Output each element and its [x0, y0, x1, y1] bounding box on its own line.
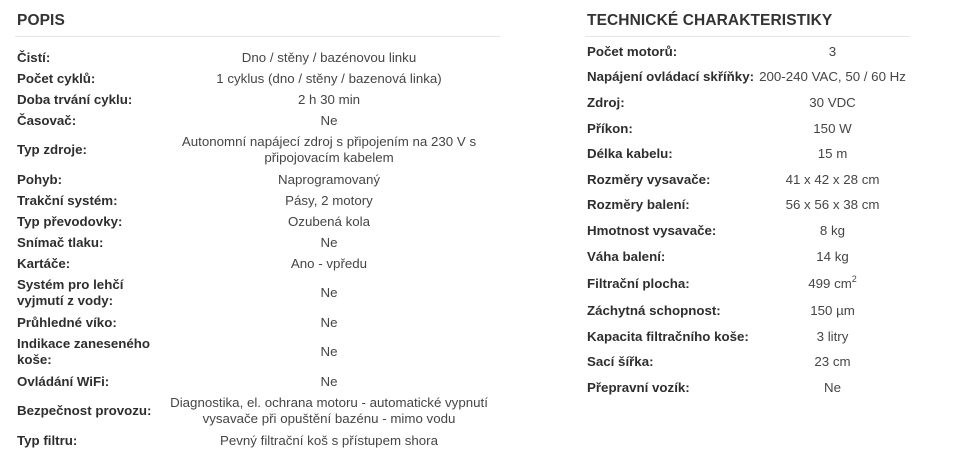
spec-value: Dno / stěny / bazénovou linku [241, 49, 417, 65]
spec-value: 14 kg [816, 248, 849, 264]
table-row [15, 131, 500, 169]
spec-label: Ovládání WiFi: [17, 373, 110, 389]
spec-label: Rozměry vysavače: [587, 171, 711, 187]
spec-label: Sací šířka: [587, 354, 654, 370]
spec-value: Ne [320, 285, 338, 300]
table-row [585, 324, 910, 350]
spec-value: Ne [320, 314, 338, 330]
table-row [585, 193, 910, 219]
spec-label: Délka kabelu: [587, 146, 673, 162]
table-row [585, 375, 910, 401]
table-row [15, 89, 500, 110]
spec-value: Ne [320, 344, 338, 359]
spec-value: Ne [320, 373, 338, 389]
spec-value: Ne [320, 234, 338, 250]
spec-label: Bezpečnost provozu: [17, 403, 152, 418]
tech-section [585, 0, 910, 401]
spec-value: 200-240 VAC, 50 / 60 Hz [759, 69, 906, 85]
table-row [15, 110, 500, 131]
spec-label: Počet cyklů: [17, 70, 96, 86]
spec-value: Ano - vpředu [290, 255, 368, 271]
table-row [585, 244, 910, 270]
spec-label: Typ převodovky: [17, 213, 123, 229]
table-row [585, 141, 910, 167]
table-row [15, 190, 500, 211]
spec-label: Trakční systém: [17, 192, 118, 208]
table-row [585, 116, 910, 142]
spec-label: Napájení ovládací skříňky: [587, 69, 755, 85]
spec-value: 3 litry [816, 328, 849, 344]
spec-label: Indikace zaneseného koše: [17, 336, 151, 367]
spec-value: 150 µm [810, 303, 855, 319]
table-row [585, 298, 910, 324]
spec-label: Čistí: [17, 49, 51, 65]
table-row [585, 218, 910, 244]
spec-value: 30 VDC [809, 94, 856, 110]
spec-label: Typ zdroje: [17, 142, 87, 157]
spec-value: 8 kg [819, 222, 846, 238]
spec-value: Pásy, 2 motory [285, 192, 373, 208]
table-row [585, 39, 910, 65]
spec-value: 41 x 42 x 28 cm [785, 171, 880, 187]
spec-label: Kapacita filtračního koše: [587, 328, 749, 344]
spec-label: Záchytná schopnost: [587, 303, 721, 319]
spec-value: Pevný filtrační koš s přístupem shora [219, 432, 438, 448]
spec-label: Kartáče: [17, 255, 71, 271]
spec-value [755, 269, 910, 298]
table-row [15, 47, 500, 68]
table-row [585, 269, 910, 298]
unit-superscript: 2 [851, 273, 857, 284]
table-row [585, 65, 910, 91]
table-row [15, 274, 500, 312]
spec-value: 1 cyklus (dno / stěny / bazenová linka) [216, 70, 442, 86]
spec-value: Ne [824, 379, 841, 395]
spec-label: Filtrační plocha: [587, 275, 690, 291]
spec-value: 3 [828, 43, 837, 59]
spec-label: Snímač tlaku: [17, 234, 104, 250]
spec-label: Rozměry balení: [587, 197, 690, 213]
tech-heading: TECHNICKÉ CHARAKTERISTIKY [585, 0, 910, 37]
spec-label: Váha balení: [587, 248, 666, 264]
table-row [585, 350, 910, 376]
popis-table [15, 47, 500, 451]
table-row [15, 371, 500, 392]
spec-label: Pohyb: [17, 171, 63, 187]
spec-value: Ozubená kola [287, 213, 371, 229]
table-row [15, 211, 500, 232]
table-row [15, 430, 500, 451]
spec-label: Přepravní vozík: [587, 379, 690, 395]
spec-label: Příkon: [587, 120, 633, 136]
spec-value: 150 W [813, 120, 852, 136]
spec-label: Zdroj: [587, 94, 625, 110]
spec-value: 56 x 56 x 38 cm [785, 197, 880, 213]
table-row [15, 68, 500, 89]
table-row [15, 312, 500, 333]
spec-label: Časovač: [17, 112, 77, 128]
spec-label: Doba trvání cyklu: [17, 91, 133, 107]
tech-table [585, 39, 910, 401]
table-row [15, 232, 500, 253]
spec-value: Autonomní napájecí zdroj s připojením na 230 V s připojovacím kabelem [181, 134, 477, 165]
table-row [15, 169, 500, 190]
spec-value: Ne [320, 112, 338, 128]
spec-label: Systém pro lehčí vyjmutí z vody: [17, 277, 124, 308]
popis-section [15, 0, 500, 451]
table-row [15, 392, 500, 430]
spec-label: Hmotnost vysavače: [587, 222, 717, 238]
filter-area-value: 499 cm [808, 275, 852, 291]
table-row [15, 253, 500, 274]
spec-value: 15 m [817, 146, 848, 162]
spec-value: Diagnostika, el. ochrana motoru - automatické vypnutí vysavače při opuštění bazénu - mimo vodu [170, 395, 488, 426]
spec-label: Typ filtru: [17, 432, 78, 448]
table-row [15, 333, 500, 371]
spec-label: Průhledné víko: [17, 314, 117, 330]
spec-value: 2 h 30 min [297, 91, 361, 107]
table-row [585, 90, 910, 116]
spec-value: 23 cm [814, 354, 851, 370]
popis-heading: POPIS [15, 0, 500, 37]
spec-value: Naprogramovaný [278, 171, 380, 187]
table-row [585, 167, 910, 193]
spec-label: Počet motorů: [587, 43, 678, 59]
